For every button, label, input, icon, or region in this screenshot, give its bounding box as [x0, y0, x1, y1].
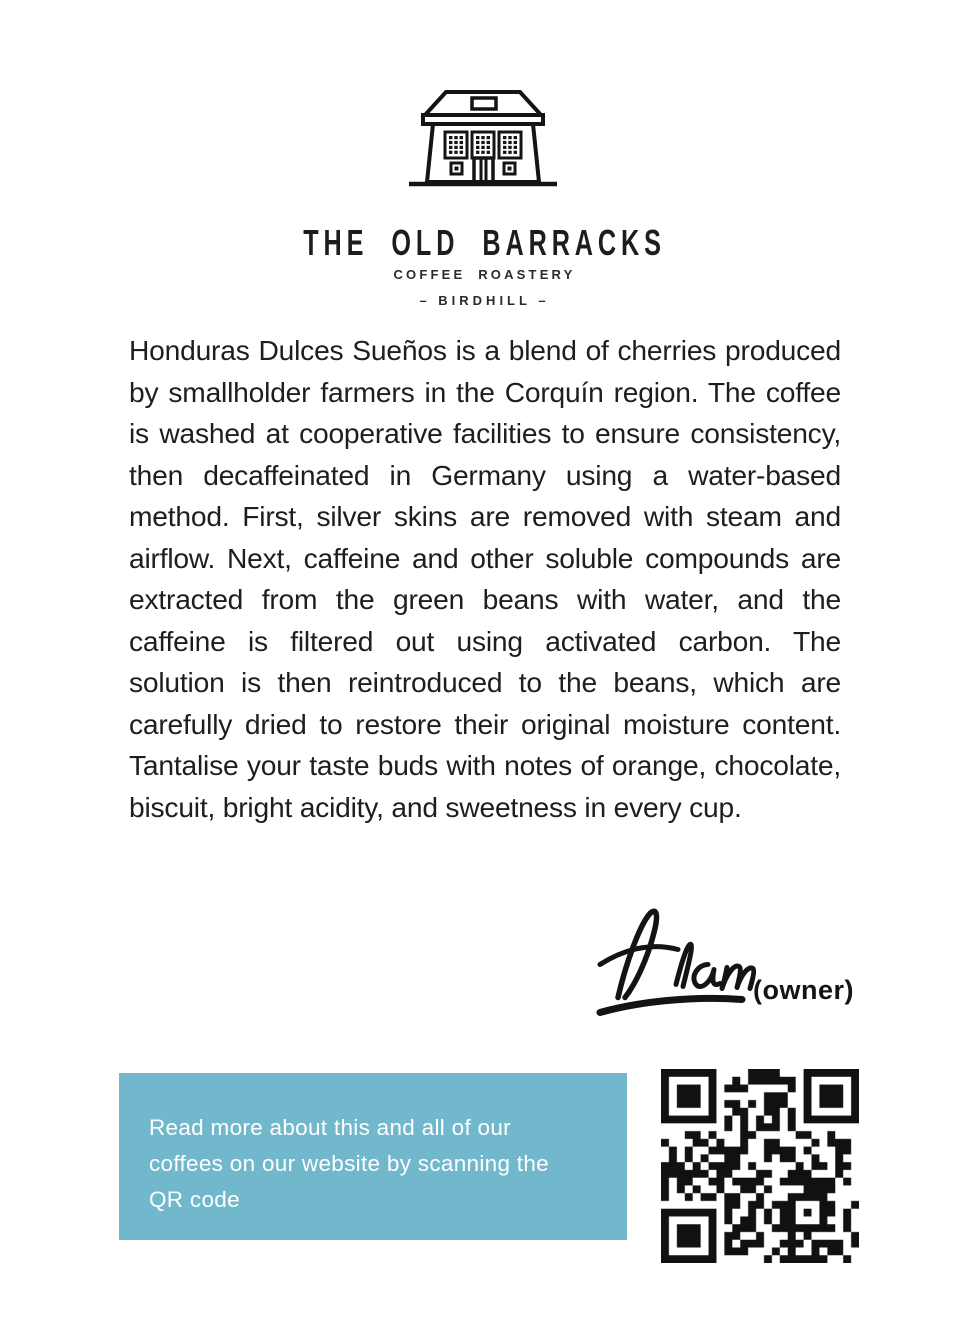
brand-name: THE OLD BARRACKS	[303, 222, 666, 263]
brand-subtitle: COFFEE ROASTERY	[393, 267, 576, 282]
owner-signature	[580, 895, 760, 1023]
coffee-description: Honduras Dulces Sueños is a blend of cherries produced by smallholder farmers in the Corquín region. The coffee is washed at cooperative facilities to ensure consistency, then decaffeinated in Germany using a water-based method. First, silver skins are removed with steam and airflow. Next, caffeine and other soluble compounds are extracted from the green beans with water, and the caffeine is filtered out using activated carbon. The solution is then reintroduced to the beans, which are carefully dried to restore their original moisture content. Tantalise your taste buds with notes of orange, chocolate, biscuit, bright acidity, and sweetness in every cup.	[129, 334, 841, 823]
barracks-building-icon	[408, 85, 558, 189]
brand-location: – BIRDHILL –	[419, 293, 550, 308]
cta-box	[119, 1073, 627, 1240]
cta-text: Read more about this and all of our coffees on our website by scanning the QR code	[149, 1115, 549, 1212]
qr-code	[661, 1069, 859, 1263]
owner-label: (owner)	[753, 975, 854, 1005]
